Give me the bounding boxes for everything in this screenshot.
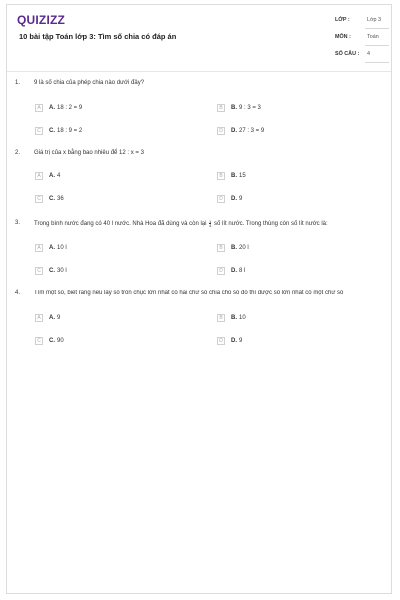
- option-letter: D.: [231, 268, 237, 274]
- option-letter: C.: [49, 338, 55, 344]
- worksheet: [6, 4, 392, 594]
- option-letter: A.: [49, 245, 55, 251]
- option-text: 18 : 9 = 2: [57, 128, 83, 134]
- option-box[interactable]: C: [35, 337, 43, 345]
- question-text: Giá trị của x bằng bao nhiêu để 12 : x = 3: [34, 150, 144, 156]
- meta-row-subject: [335, 30, 389, 47]
- question-text: 9 là số chia của phép chia nào dưới đây?: [34, 80, 145, 86]
- option-text: 9: [239, 196, 243, 202]
- option-letter: B.: [231, 105, 237, 111]
- meta-underline: [365, 28, 389, 29]
- question-text-part: số lít nước. Trong thùng còn số lít nước là:: [214, 221, 328, 228]
- option-box[interactable]: D: [217, 127, 225, 135]
- option-text: 9: [239, 338, 243, 344]
- question-number: 4.: [15, 290, 21, 296]
- option-letter: A.: [49, 173, 55, 179]
- option-box[interactable]: A: [35, 244, 43, 252]
- option-text: 30 l: [57, 268, 67, 274]
- option-box[interactable]: A: [35, 314, 43, 322]
- question-text: [34, 220, 328, 227]
- option-box[interactable]: B: [217, 314, 225, 322]
- question-text-part: Trong bình nước đang có 40 l nước. Nhà Hoa đã dùng và còn lại: [34, 221, 207, 228]
- meta-panel: [335, 13, 389, 64]
- question-number: 1.: [15, 80, 21, 86]
- meta-value: Lớp 3: [367, 17, 382, 23]
- option-box[interactable]: C: [35, 127, 43, 135]
- option-letter: D.: [231, 128, 237, 134]
- option-text: 18 : 2 = 9: [57, 105, 83, 111]
- option-box[interactable]: C: [35, 267, 43, 275]
- fraction: [209, 220, 211, 227]
- option-box[interactable]: A: [35, 104, 43, 112]
- meta-label: MÔN :: [335, 34, 351, 40]
- option-text: 27 : 3 = 9: [239, 128, 265, 134]
- option-box[interactable]: D: [217, 195, 225, 203]
- question-number: 2.: [15, 150, 21, 156]
- meta-row-count: [335, 47, 389, 64]
- option-box[interactable]: C: [35, 195, 43, 203]
- option-letter: C.: [49, 128, 55, 134]
- meta-label: SỐ CÂU :: [335, 51, 360, 57]
- option-letter: D.: [231, 338, 237, 344]
- option-letter: A.: [49, 315, 55, 321]
- meta-row-class: [335, 13, 389, 30]
- option-letter: B.: [231, 315, 237, 321]
- option-box[interactable]: D: [217, 337, 225, 345]
- worksheet-header: [7, 5, 391, 72]
- meta-value: Toán: [367, 34, 379, 40]
- option-text: 4: [57, 173, 61, 179]
- quizizz-logo: QUIZIZZ: [17, 13, 66, 27]
- meta-underline: [365, 62, 389, 63]
- question-text: Tìm một số, biết rằng nếu lấy số tròn chục lớn nhất có hai chữ số chia cho số đó thì được số lớn nhất có một chữ số: [34, 290, 344, 296]
- option-text: 20 l: [239, 245, 249, 251]
- option-letter: D.: [231, 196, 237, 202]
- option-text: 9 : 3 = 3: [239, 105, 261, 111]
- option-box[interactable]: D: [217, 267, 225, 275]
- option-box[interactable]: A: [35, 172, 43, 180]
- meta-underline: [365, 45, 389, 46]
- option-text: 90: [57, 338, 64, 344]
- option-box[interactable]: B: [217, 172, 225, 180]
- question-number: 3.: [15, 220, 21, 226]
- option-box[interactable]: B: [217, 104, 225, 112]
- option-letter: C.: [49, 196, 55, 202]
- fraction-numerator: 1: [209, 219, 212, 224]
- option-box[interactable]: B: [217, 244, 225, 252]
- page-title: 10 bài tập Toán lớp 3: Tìm số chia có đáp án: [19, 32, 177, 41]
- option-letter: B.: [231, 173, 237, 179]
- meta-label: LỚP :: [335, 17, 350, 23]
- option-text: 10: [239, 315, 246, 321]
- option-letter: B.: [231, 245, 237, 251]
- option-text: 10 l: [57, 245, 67, 251]
- option-text: 36: [57, 196, 64, 202]
- fraction-denominator: 4: [209, 223, 212, 228]
- option-text: 9: [57, 315, 61, 321]
- option-text: 8 l: [239, 268, 246, 274]
- option-letter: A.: [49, 105, 55, 111]
- option-letter: C.: [49, 268, 55, 274]
- option-text: 15: [239, 173, 246, 179]
- meta-value: 4: [367, 51, 370, 57]
